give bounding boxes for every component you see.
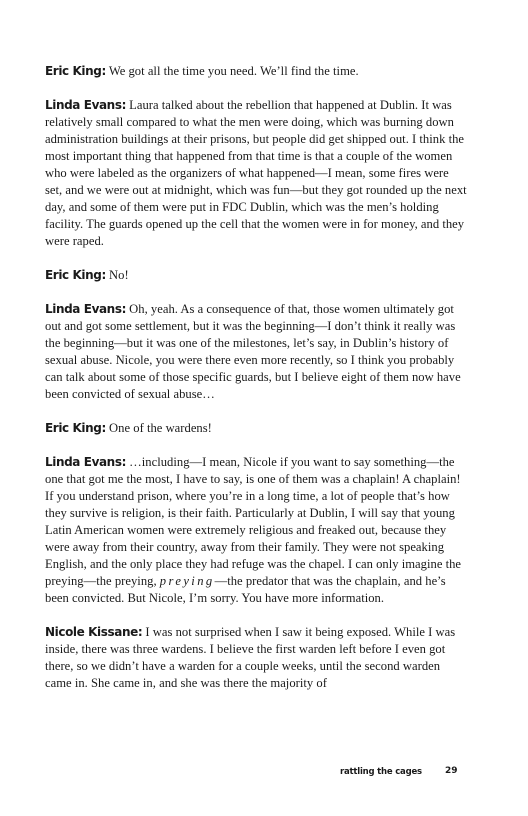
speaker-label: Linda Evans: <box>45 455 126 469</box>
speaker-label: Linda Evans: <box>45 302 126 316</box>
paragraph-text: …including—I mean, Nicole if you want to say something—the one that got me the most, I have to say, is one of them was a chaplain! A chaplain! If you understand prison, where you’re in a long time, a lot of people that’s how they survive is religion, is their faith. Particularly at Dublin, I will say that young Latin American women were extremely religious and freaked out, because they were away from their country, away from their family. They were not speaking English, and the only place they had refuge was the chapel. I can only imagine the preying—the preying, <box>45 455 462 588</box>
paragraph-text: No! <box>105 268 129 282</box>
running-title: rattling the cages <box>340 767 422 777</box>
speaker-label: Linda Evans: <box>45 98 126 112</box>
paragraph-linda-evans-3 <box>45 454 469 607</box>
paragraph-text: We got all the time you need. We’ll find the time. <box>105 64 359 78</box>
speaker-label: Eric King: <box>45 421 106 435</box>
paragraph-text: I was not surprised when I saw it being exposed. While I was inside, there was three wardens. I believe the first warden left before I even got there, so we didn’t have a warden for a couple weeks, until the second warden came in. She came in, and she was there the majority of <box>45 625 456 690</box>
paragraph-eric-king-3 <box>45 420 469 437</box>
paragraph-text: One of the wardens! <box>105 421 212 435</box>
paragraph-linda-evans-2 <box>45 301 469 403</box>
transcript-body <box>45 63 469 709</box>
paragraph-text: Laura talked about the rebellion that happened at Dublin. It was relatively small compared to what the men were doing, which was burning down administration buildings at their prisons, but people did get shipped out. I think the most important thing that happened from that time is that a couple of the women who were labeled as the organizers of what happened—I mean, some fires were set, and we were out at midnight, which was fun—but they got rounded up the next day, and some of them were put in FDC Dublin, which was the men’s holding facility. The guards opened up the cell that the women were in for money, and they were raped. <box>45 98 467 248</box>
paragraph-text-continued: —the predator that was the chaplain, and he’s been convicted. But Nicole, I’m sorry. You have more information. <box>45 574 446 605</box>
paragraph-eric-king-1 <box>45 63 469 80</box>
page-number: 29 <box>445 766 458 776</box>
speaker-label: Eric King: <box>45 64 106 78</box>
speaker-label: Eric King: <box>45 268 106 282</box>
paragraph-nicole-kissane-1 <box>45 624 469 692</box>
paragraph-linda-evans-1 <box>45 97 469 250</box>
spaced-word: preying <box>159 574 215 588</box>
paragraph-eric-king-2 <box>45 267 469 284</box>
paragraph-text: Oh, yeah. As a consequence of that, those women ultimately got out and got some settlement, but it was the beginning—I don’t think it really was the beginning—but it was one of the milestones, let’s say, in Dublin’s history of sexual abuse. Nicole, you were there even more recently, so I think you probably can talk about some of those specific guards, but I believe eight of them now have been convicted of sexual abuse… <box>45 302 461 401</box>
speaker-label: Nicole Kissane: <box>45 625 143 639</box>
